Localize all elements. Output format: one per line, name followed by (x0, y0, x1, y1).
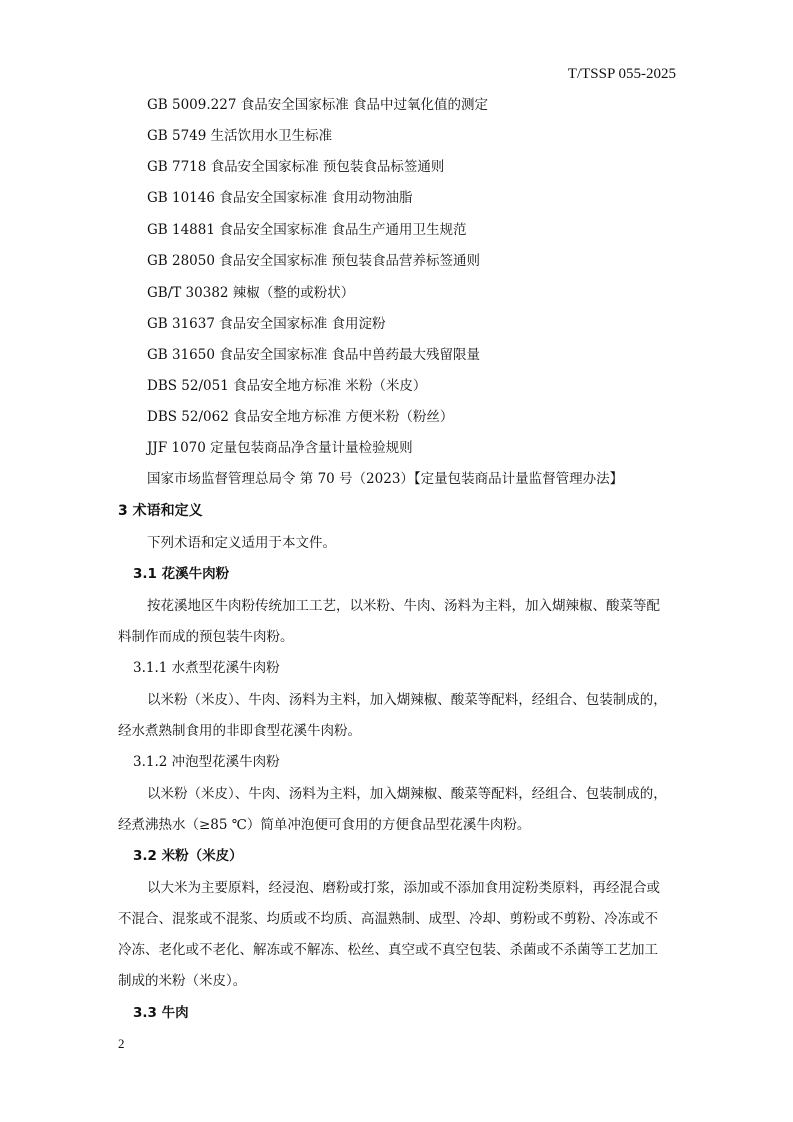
section-heading: 3 术语和定义 (118, 503, 203, 519)
paragraph-line: 料制作而成的预包装牛肉粉。 (118, 629, 294, 645)
document-id: T/TSSP 055-2025 (567, 66, 676, 82)
term-heading-3-1-2: 3.1.2 冲泡型花溪牛肉粉 (133, 754, 280, 770)
reference-item: DBS 52/051 食品安全地方标准 米粉（米皮） (147, 378, 427, 394)
term-heading-3-2: 3.2 米粉（米皮） (133, 848, 243, 864)
paragraph-line: 以米粉（米皮）、牛肉、汤料为主料，加入煳辣椒、酸菜等配料，经组合、包装制成的， (147, 786, 667, 802)
reference-item: JJF 1070 定量包装商品净含量计量检验规则 (147, 440, 413, 456)
section-intro: 下列术语和定义适用于本文件。 (147, 535, 336, 551)
reference-item: GB 7718 食品安全国家标准 预包装食品标签通则 (147, 159, 445, 175)
paragraph-line: 以大米为主要原料，经浸泡、磨粉或打浆，添加或不添加食用淀粉类原料，再经混合或 (147, 880, 660, 896)
reference-item: GB 5749 生活饮用水卫生标准 (147, 128, 333, 144)
term-heading-3-1-1: 3.1.1 水煮型花溪牛肉粉 (133, 660, 280, 676)
paragraph-line: 经煮沸热水（≥85 ℃）简单冲泡便可食用的方便食品型花溪牛肉粉。 (118, 817, 531, 833)
reference-item: GB 5009.227 食品安全国家标准 食品中过氧化值的测定 (147, 97, 488, 113)
reference-item: GB 28050 食品安全国家标准 预包装食品营养标签通则 (147, 253, 481, 269)
reference-item: GB 14881 食品安全国家标准 食品生产通用卫生规范 (147, 222, 467, 238)
term-heading-3-3: 3.3 牛肉 (133, 1005, 189, 1021)
paragraph-line: 冷冻、老化或不老化、解冻或不解冻、松丝、真空或不真空包装、杀菌或不杀菌等工艺加工 (118, 942, 658, 958)
reference-item: 国家市场监督管理总局令 第 70 号（2023）【定量包装商品计量监督管理办法】 (147, 471, 624, 487)
page-number: 2 (118, 1036, 125, 1051)
reference-item: GB 31650 食品安全国家标准 食品中兽药最大残留限量 (147, 347, 481, 363)
term-heading-3-1: 3.1 花溪牛肉粉 (133, 566, 230, 582)
paragraph-line: 以米粉（米皮）、牛肉、汤料为主料，加入煳辣椒、酸菜等配料，经组合、包装制成的， (147, 692, 667, 708)
paragraph-line: 不混合、混浆或不混浆、均质或不均质、高温熟制、成型、冷却、剪粉或不剪粉、冷冻或不 (118, 911, 658, 927)
reference-item: GB/T 30382 辣椒（整的或粉状） (147, 285, 355, 301)
reference-item: GB 31637 食品安全国家标准 食用淀粉 (147, 316, 386, 332)
paragraph-line: 制成的米粉（米皮）。 (118, 973, 247, 989)
reference-item: DBS 52/062 食品安全地方标准 方便米粉（粉丝） (147, 409, 454, 425)
reference-item: GB 10146 食品安全国家标准 食用动物油脂 (147, 190, 413, 206)
paragraph-line: 经水煮熟制食用的非即食型花溪牛肉粉。 (118, 723, 361, 739)
paragraph-line: 按花溪地区牛肉粉传统加工工艺，以米粉、牛肉、汤料为主料，加入煳辣椒、酸菜等配 (147, 598, 660, 614)
